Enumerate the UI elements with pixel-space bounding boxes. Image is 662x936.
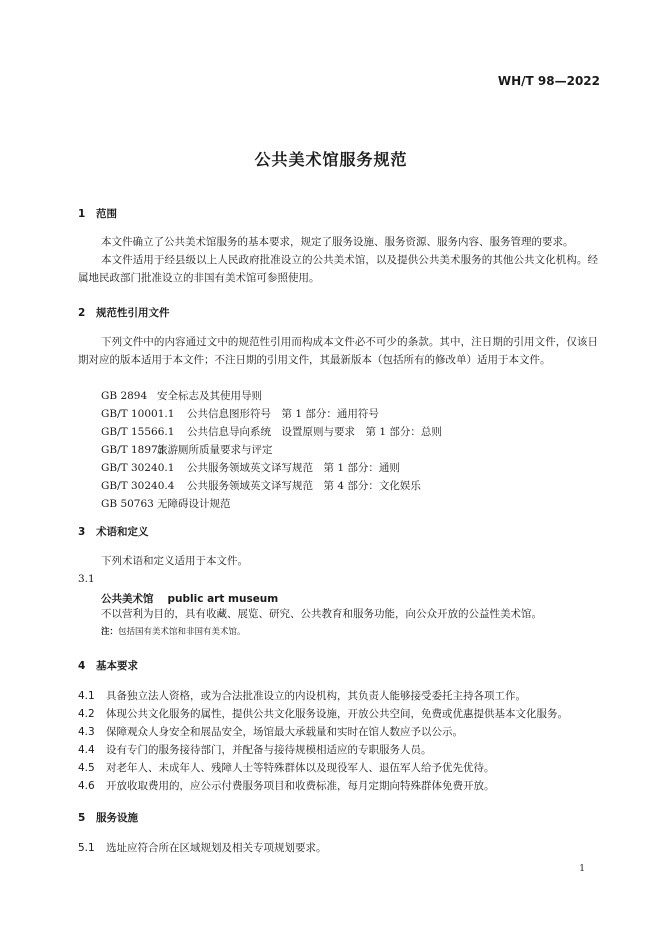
section-number: 2	[78, 307, 86, 319]
reference-item: GB/T 18973旅游厕所质量要求与评定	[101, 444, 273, 456]
section-title: 规范性引用文件	[96, 307, 170, 319]
term-heading	[101, 591, 278, 606]
section-number: 1	[78, 208, 86, 220]
section-title: 范围	[96, 208, 117, 220]
section-title: 服务设施	[96, 812, 138, 824]
term-definition: 不以营利为目的，具有收藏、展览、研究、公共教育和服务功能，向公众开放的公益性美术馆。	[101, 608, 542, 620]
reference-item: GB/T 30240.1 公共服务领域英文译写规范 第 1 部分：通则	[101, 462, 400, 474]
section-3-intro: 下列术语和定义适用于本文件。	[101, 555, 248, 567]
term-english: public art museum	[167, 593, 279, 605]
term-chinese: 公共美术馆	[101, 593, 154, 605]
reference-item: GB/T 10001.1 公共信息图形符号 第 1 部分：通用符号	[101, 408, 379, 420]
note-text: 包括国有美术馆和非国有美术馆。	[118, 627, 246, 637]
section-4-heading	[78, 658, 138, 673]
requirement-item: 4.4 设有专门的服务接待部门，并配备与接待规模相适应的专职服务人员。	[78, 744, 432, 756]
page-number: 1	[579, 864, 585, 874]
section-1-paragraph-2: 本文件适用于经县级以上人民政府批准设立的公共美术馆，以及提供公共美术服务的其他公共文化机构。经属地民政部门批准设立的非国有美术馆可参照使用。	[78, 254, 598, 284]
section-1-paragraph-1: 本文件确立了公共美术馆服务的基本要求，规定了服务设施、服务资源、服务内容、服务管理的要求。	[101, 236, 574, 248]
reference-item: GB/T 30240.4 公共服务领域英文译写规范 第 4 部分：文化娱乐	[101, 480, 421, 492]
section-title: 基本要求	[96, 660, 138, 672]
section-number: 5	[78, 812, 86, 824]
section-5-heading	[78, 810, 138, 825]
section-number: 3	[78, 526, 86, 538]
section-2-intro: 下列文件中的内容通过文中的规范性引用而构成本文件必不可少的条款。其中，注日期的引用文件，仅该日期对应的版本适用于本文件；不注日期的引用文件，其最新版本（包括所有的修改单）适用于本文件。	[78, 336, 598, 366]
reference-item: GB/T 15566.1 公共信息导向系统 设置原则与要求 第 1 部分：总则	[101, 426, 442, 438]
note-label: 注：	[101, 627, 119, 637]
term-note	[101, 625, 246, 637]
requirement-item: 4.6 开放收取费用的，应公示付费服务项目和收费标准，每月定期向特殊群体免费开放。	[78, 780, 495, 792]
standard-number: WH/T 98—2022	[497, 74, 600, 88]
document-title: 公共美术馆服务规范	[254, 150, 408, 169]
section-number: 4	[78, 660, 86, 672]
requirement-item: 4.1 具备独立法人资格，或为合法批准设立的内设机构，其负责人能够接受委托主持各项工作。	[78, 690, 526, 702]
reference-item: GB 2894 安全标志及其使用导则	[101, 390, 262, 402]
requirement-item: 4.2 体现公共文化服务的属性，提供公共文化服务设施，开放公共空间，免费或优惠提供基本文化服务。	[78, 708, 568, 720]
section-2-heading	[78, 305, 170, 320]
section-title: 术语和定义	[96, 526, 149, 538]
requirement-item: 4.5 对老年人、未成年人、残障人士等特殊群体以及现役军人、退伍军人给予优先优待。	[78, 762, 495, 774]
section-1-heading	[78, 206, 117, 221]
reference-item: GB 50763 无障碍设计规范	[101, 498, 231, 510]
facility-item: 5.1 选址应符合所在区域规划及相关专项规划要求。	[78, 842, 327, 854]
term-number: 3.1	[78, 573, 95, 585]
requirement-item: 4.3 保障观众人身安全和展品安全，场馆最大承载量和实时在馆人数应予以公示。	[78, 726, 463, 738]
section-3-heading	[78, 524, 149, 539]
